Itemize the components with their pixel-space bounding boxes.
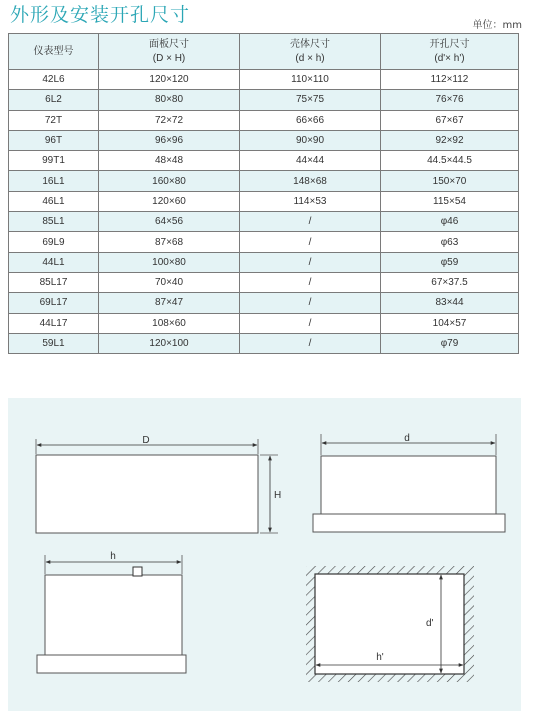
cell-panel: 64×56 (99, 212, 240, 232)
table-row (9, 191, 519, 211)
table-row (9, 252, 519, 272)
cell-panel: 87×47 (99, 293, 240, 313)
cell-cutout: 150×70 (381, 171, 519, 191)
cell-cutout: 44.5×44.5 (381, 151, 519, 171)
cell-cutout: φ63 (381, 232, 519, 252)
cell-panel: 70×40 (99, 272, 240, 292)
table-row (9, 212, 519, 232)
table-row (9, 70, 519, 90)
case-side-rect (45, 575, 182, 655)
terminal-marker (133, 567, 142, 576)
cell-case: 90×90 (240, 130, 381, 150)
label-d-prime: d' (426, 618, 434, 629)
header-cutout-label: 开孔尺寸 (429, 38, 470, 50)
unit-label: 单位：mm (472, 20, 522, 31)
cell-panel: 96×96 (99, 130, 240, 150)
cell-panel: 80×80 (99, 90, 240, 110)
cutout-view (306, 566, 474, 682)
cell-cutout: φ46 (381, 212, 519, 232)
header-model-label: 仪表型号 (33, 45, 74, 57)
header-panel-formula: (D × H) (152, 52, 186, 64)
cell-cutout: φ79 (381, 333, 519, 353)
dimensions-table (8, 33, 519, 354)
panel-flange-side-view (37, 655, 186, 673)
table-row (9, 272, 519, 292)
cell-model: 6L2 (9, 90, 99, 110)
cell-case: 75×75 (240, 90, 381, 110)
header-model (9, 34, 99, 70)
header-panel-label: 面板尺寸 (149, 38, 189, 50)
top-view (313, 433, 505, 532)
cell-case: 114×53 (240, 191, 381, 211)
cell-cutout: 112×112 (381, 70, 519, 90)
cell-model: 99T1 (9, 151, 99, 171)
dimension-diagram (8, 398, 521, 711)
cell-panel: 87×68 (99, 232, 240, 252)
cell-panel: 48×48 (99, 151, 240, 171)
cell-cutout: 67×67 (381, 110, 519, 130)
cell-model: 46L1 (9, 191, 99, 211)
cell-model: 96T (9, 130, 99, 150)
cell-model: 69L17 (9, 293, 99, 313)
cell-case: / (240, 333, 381, 353)
cell-case: / (240, 252, 381, 272)
label-D: D (142, 435, 150, 446)
table-header-row (9, 34, 519, 70)
table-row (9, 293, 519, 313)
header-cutout-size (381, 34, 519, 70)
cell-case: 44×44 (240, 151, 381, 171)
cell-model: 85L1 (9, 212, 99, 232)
table-row (9, 232, 519, 252)
cell-cutout: 67×37.5 (381, 272, 519, 292)
header-case-label: 壳体尺寸 (290, 38, 330, 50)
page-title: 外形及安装开孔尺寸 (10, 4, 191, 26)
cell-panel: 120×120 (99, 70, 240, 90)
case-top-rect (321, 456, 496, 514)
label-h-prime: h' (376, 652, 384, 663)
label-H: H (274, 490, 282, 501)
cell-cutout: 83×44 (381, 293, 519, 313)
header-panel-size (99, 34, 240, 70)
cell-panel: 120×100 (99, 333, 240, 353)
table-row (9, 313, 519, 333)
table-row (9, 333, 519, 353)
cell-cutout: φ59 (381, 252, 519, 272)
cell-model: 59L1 (9, 333, 99, 353)
cell-cutout: 115×54 (381, 191, 519, 211)
cell-model: 85L17 (9, 272, 99, 292)
dimension-diagram-panel (8, 398, 521, 711)
table-row (9, 171, 519, 191)
header-case-size (240, 34, 381, 70)
header-case-formula: (d × h) (295, 52, 325, 64)
cell-case: / (240, 313, 381, 333)
table-row (9, 90, 519, 110)
cell-model: 44L1 (9, 252, 99, 272)
front-panel-rect (36, 455, 258, 533)
table-row (9, 151, 519, 171)
cutout-rect (315, 574, 464, 674)
front-panel-view (36, 435, 281, 533)
cell-case: / (240, 293, 381, 313)
cell-case: / (240, 232, 381, 252)
cell-model: 16L1 (9, 171, 99, 191)
cell-case: / (240, 212, 381, 232)
cell-cutout: 76×76 (381, 90, 519, 110)
cell-panel: 108×60 (99, 313, 240, 333)
cell-case: 66×66 (240, 110, 381, 130)
cell-panel: 100×80 (99, 252, 240, 272)
cell-model: 44L17 (9, 313, 99, 333)
cell-cutout: 104×57 (381, 313, 519, 333)
table-row (9, 130, 519, 150)
label-h: h (110, 551, 116, 562)
panel-flange-top-view (313, 514, 505, 532)
cell-model: 69L9 (9, 232, 99, 252)
side-view (37, 551, 186, 673)
cell-case: 110×110 (240, 70, 381, 90)
cell-model: 42L6 (9, 70, 99, 90)
header-cutout-formula: (d'× h') (434, 52, 465, 64)
cell-panel: 160×80 (99, 171, 240, 191)
label-d: d (404, 433, 410, 444)
cell-case: / (240, 272, 381, 292)
cell-panel: 120×60 (99, 191, 240, 211)
cell-model: 72T (9, 110, 99, 130)
table-row (9, 110, 519, 130)
cell-cutout: 92×92 (381, 130, 519, 150)
cell-panel: 72×72 (99, 110, 240, 130)
cell-case: 148×68 (240, 171, 381, 191)
